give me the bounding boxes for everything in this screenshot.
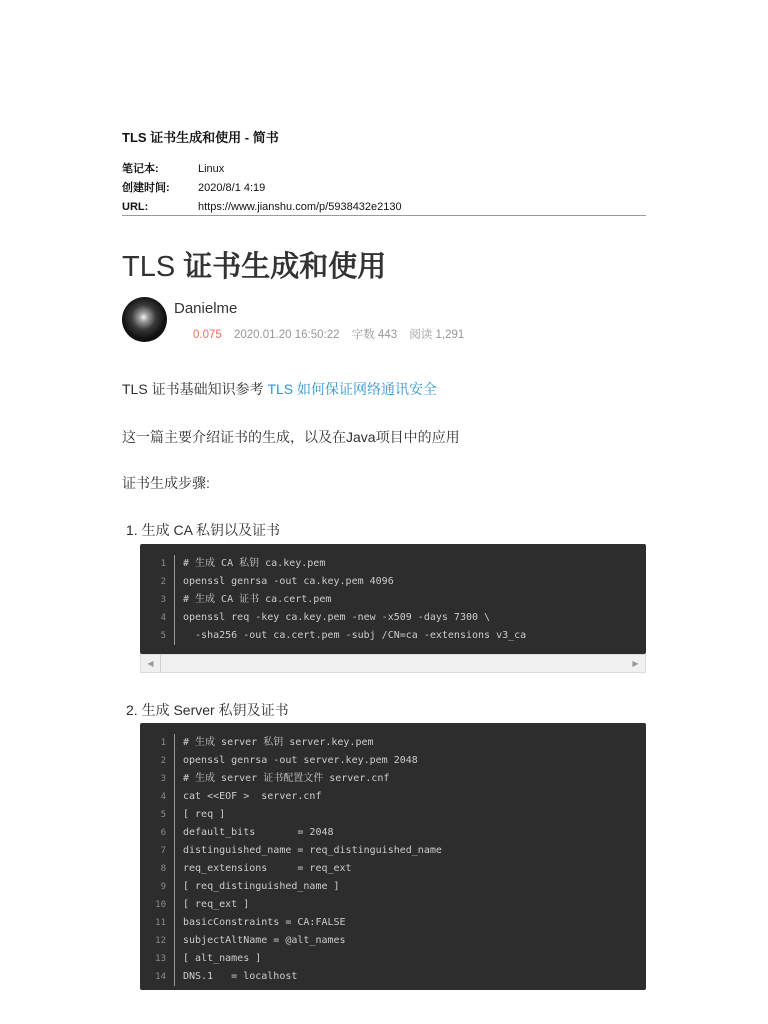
code-text: openssl req -key ca.key.pem -new -x509 -days 7300 \ — [183, 612, 491, 623]
article-title-latin: TLS — [122, 251, 176, 283]
code-lines — [140, 723, 646, 994]
code-line — [140, 860, 646, 878]
code-line — [140, 806, 646, 824]
meta-value: Linux — [198, 163, 225, 175]
code-line — [140, 627, 646, 645]
line-number: 2 — [140, 573, 175, 591]
code-text: DNS.1 = localhost — [183, 971, 298, 982]
code-text: # 生成 server 私钥 server.key.pem — [183, 737, 374, 748]
line-number: 12 — [140, 932, 175, 950]
code-text: default_bits = 2048 — [183, 827, 334, 838]
code-line — [140, 609, 646, 627]
code-line — [140, 573, 646, 591]
code-line — [140, 950, 646, 968]
code-text: [ req_distinguished_name ] — [183, 881, 340, 892]
read-count: 阅读 1,291 — [409, 329, 465, 341]
code-line — [140, 788, 646, 806]
code-lines — [140, 544, 646, 653]
line-number: 6 — [140, 824, 175, 842]
line-number: 3 — [140, 591, 175, 609]
avatar[interactable] — [122, 297, 167, 342]
intro-paragraph — [122, 379, 437, 399]
code-text: # 生成 server 证书配置文件 server.cnf — [183, 773, 390, 784]
code-line — [140, 555, 646, 573]
paragraph-purpose: 这一篇主要介绍证书的生成，以及在Java项目中的应用 — [122, 429, 460, 445]
code-text: cat <<EOF > server.cnf — [183, 791, 322, 802]
code-block-ca — [140, 544, 646, 654]
line-number: 1 — [140, 555, 175, 573]
line-number: 2 — [140, 752, 175, 770]
code-text: distinguished_name = req_distinguished_name — [183, 845, 442, 856]
meta-row-created — [122, 179, 646, 198]
meta-url-link[interactable]: https://www.jianshu.com/p/5938432e2130 — [198, 201, 402, 213]
horizontal-scrollbar[interactable] — [140, 654, 646, 673]
code-line — [140, 770, 646, 788]
code-text: [ alt_names ] — [183, 953, 262, 964]
divider — [122, 215, 646, 216]
line-number: 11 — [140, 914, 175, 932]
word-count: 字数 443 — [351, 329, 398, 341]
code-line — [140, 914, 646, 932]
line-number: 4 — [140, 788, 175, 806]
meta-key: URL: — [122, 201, 149, 213]
code-text: [ req ] — [183, 809, 226, 820]
meta-key: 笔记本: — [122, 163, 159, 175]
code-line — [140, 734, 646, 752]
line-number: 13 — [140, 950, 175, 968]
meta-key: 创建时间: — [122, 182, 170, 194]
code-line — [140, 932, 646, 950]
code-text: basicConstraints = CA:FALSE — [183, 917, 346, 928]
code-line — [140, 842, 646, 860]
code-text: -sha256 -out ca.cert.pem -subj /CN=ca -extensions v3_ca — [183, 630, 527, 641]
article-title-cjk: 证书生成和使用 — [183, 251, 387, 283]
intro-text: TLS 证书基础知识参考 — [122, 381, 264, 397]
scroll-left-arrow-icon[interactable]: ◀ — [141, 655, 161, 672]
line-number: 4 — [140, 609, 175, 627]
line-number: 7 — [140, 842, 175, 860]
intro-link[interactable]: TLS 如何保证网络通讯安全 — [267, 381, 438, 397]
code-text: req_extensions = req_ext — [183, 863, 352, 874]
code-line — [140, 878, 646, 896]
code-text: openssl genrsa -out ca.key.pem 4096 — [183, 576, 394, 587]
line-number: 3 — [140, 770, 175, 788]
code-line — [140, 896, 646, 914]
article-stats — [193, 326, 473, 342]
code-line — [140, 824, 646, 842]
code-line — [140, 752, 646, 770]
article-title — [122, 244, 386, 285]
line-number: 10 — [140, 896, 175, 914]
code-line — [140, 968, 646, 986]
assets-count: 0.075 — [193, 329, 222, 341]
step-heading-2: 2. 生成 Server 私钥及证书 — [126, 702, 289, 718]
line-number: 5 — [140, 806, 175, 824]
line-number: 9 — [140, 878, 175, 896]
code-line — [140, 591, 646, 609]
author-name[interactable]: Danielme — [174, 300, 238, 317]
code-block-server — [140, 723, 646, 990]
line-number: 5 — [140, 627, 175, 645]
line-number: 8 — [140, 860, 175, 878]
scroll-right-arrow-icon[interactable]: ▶ — [632, 659, 639, 668]
meta-value: 2020/8/1 4:19 — [198, 182, 266, 194]
meta-row-notebook — [122, 160, 646, 179]
code-text: [ req_ext ] — [183, 899, 250, 910]
paragraph-steps: 证书生成步骤: — [122, 475, 210, 491]
code-text: # 生成 CA 私钥 ca.key.pem — [183, 558, 326, 569]
code-text: # 生成 CA 证书 ca.cert.pem — [183, 594, 332, 605]
publish-date: 2020.01.20 16:50:22 — [233, 329, 340, 341]
step-heading-1: 1. 生成 CA 私钥以及证书 — [126, 522, 281, 538]
line-number: 14 — [140, 968, 175, 986]
code-text: openssl genrsa -out server.key.pem 2048 — [183, 755, 418, 766]
line-number: 1 — [140, 734, 175, 752]
clip-metadata — [122, 160, 646, 217]
code-text: subjectAltName = @alt_names — [183, 935, 346, 946]
clip-title: TLS 证书生成和使用 - 简书 — [122, 130, 279, 145]
